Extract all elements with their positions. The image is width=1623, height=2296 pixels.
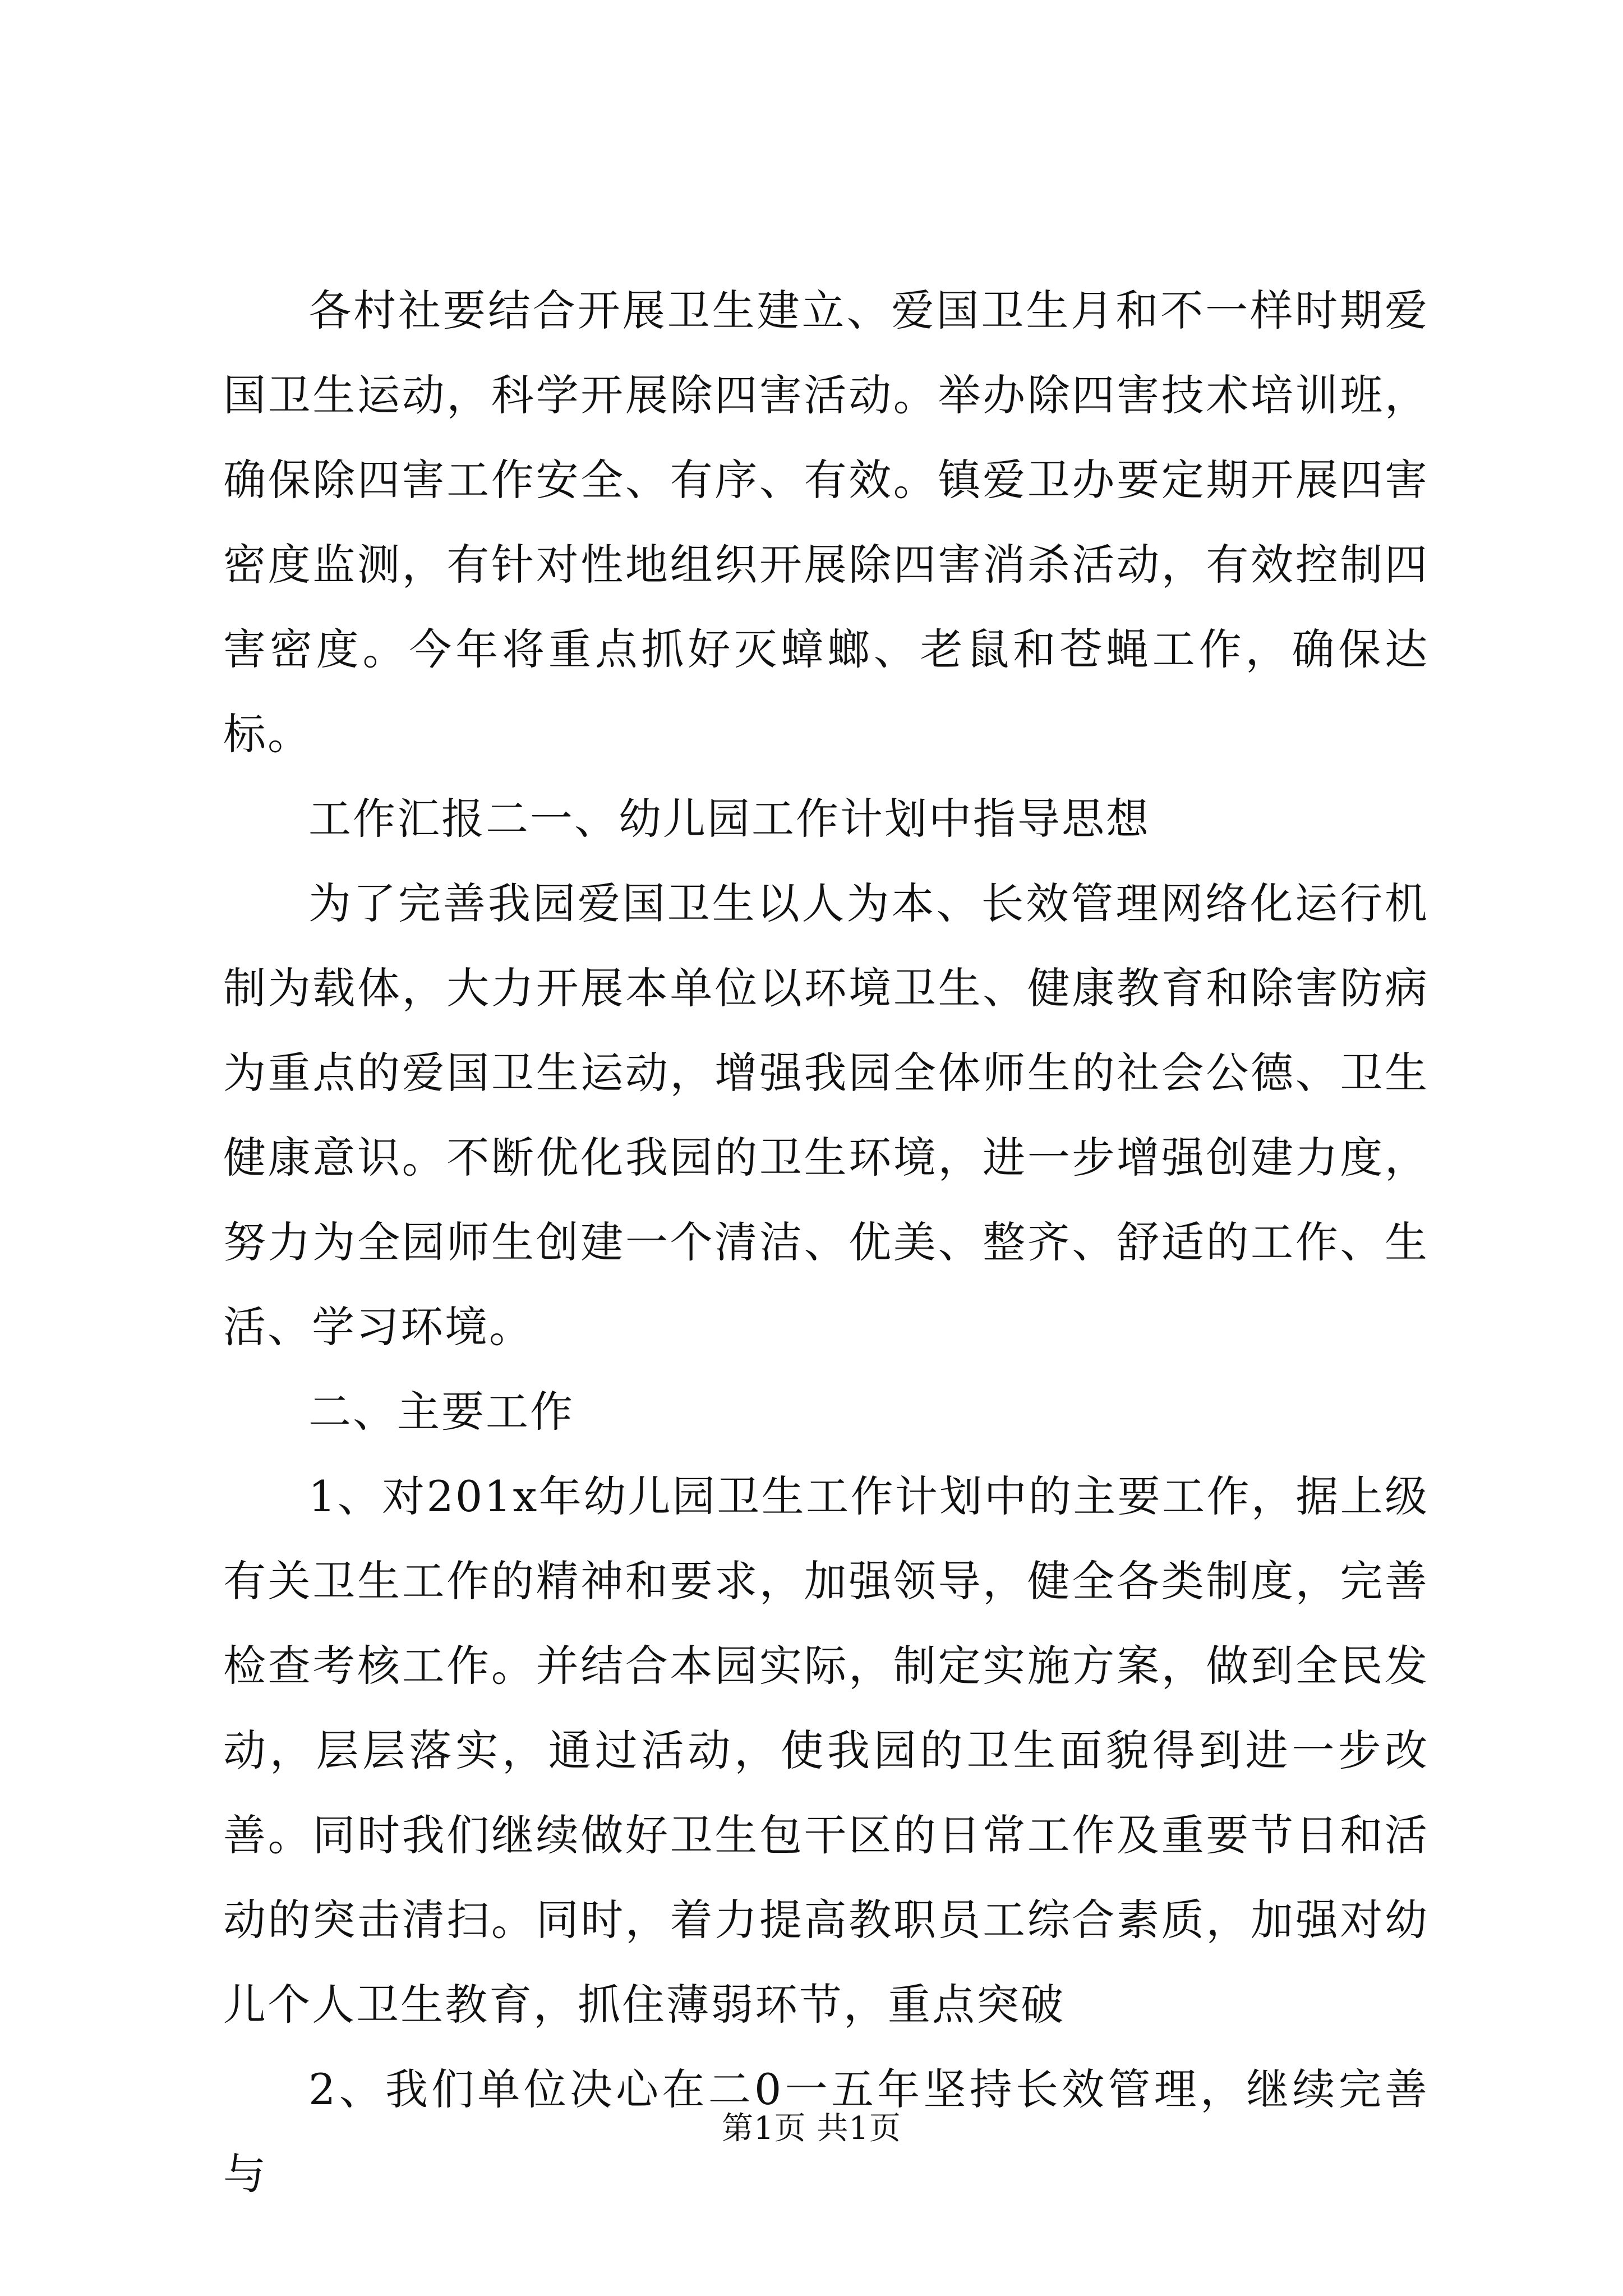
section-heading-main-work: 二、主要工作 bbox=[308, 1387, 574, 1437]
paragraph-main-work-2: 2、我们单位决心在二0一五年坚持长效管理，继续完善与 bbox=[223, 2064, 1429, 2199]
page-footer: 第1页 共1页 bbox=[721, 2110, 902, 2147]
paragraph-guiding-thought: 为了完善我园爱国卫生以人为本、长效管理网络化运行机制为载体，大力开展本单位以环境卫生、健康教育和除害防病为重点的爱国卫生运动，增强我园全体师生的社会公德、卫生健康意识。不断优化我园的卫生环境，进一步增强创建力度，努力为全园师生创建一个清洁、优美、整齐、舒适的工作、生活、学习环境。 bbox=[223, 878, 1429, 1352]
paragraph-main-work-1: 1、对201x年幼儿园卫生工作计划中的主要工作，据上级有关卫生工作的精神和要求，加强领导，健全各类制度，完善检查考核工作。并结合本园实际，制定实施方案，做到全民发动，层层落实，通过活动，使我园的卫生面貌得到进一步改善。同时我们继续做好卫生包干区的日常工作及重要节日和活动的突击清扫。同时，着力提高教职员工综合素质，加强对幼儿个人卫生教育，抓住薄弱环节，重点突破 bbox=[223, 1471, 1429, 2030]
document-body bbox=[223, 268, 1429, 2216]
section-heading-guiding-thought: 工作汇报二一、幼儿园工作计划中指导思想 bbox=[308, 794, 1150, 844]
paragraph-pest-control: 各村社要结合开展卫生建立、爱国卫生月和不一样时期爱国卫生运动，科学开展除四害活动。举办除四害技术培训班，确保除四害工作安全、有序、有效。镇爱卫办要定期开展四害密度监测，有针对性地组织开展除四害消杀活动，有效控制四害密度。今年将重点抓好灭蟑螂、老鼠和苍蝇工作，确保达标。 bbox=[223, 286, 1429, 759]
